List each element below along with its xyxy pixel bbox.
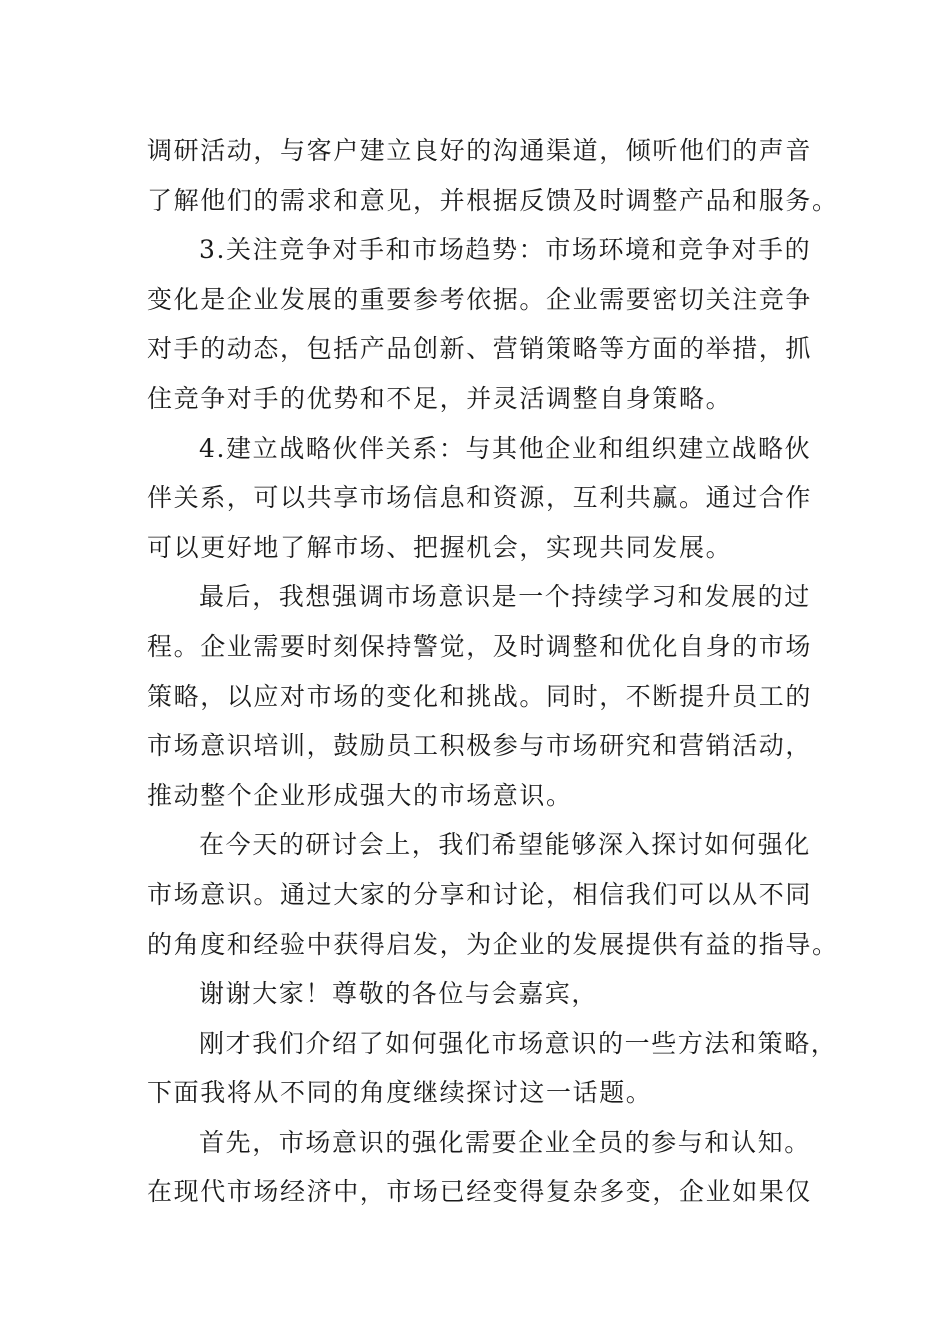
text-line: 下面我将从不同的角度继续探讨这一话题。 (147, 1078, 653, 1108)
text-line: 可以更好地了解市场、把握机会，实现共同发展。 (147, 532, 733, 562)
text-line: 住竞争对手的优势和不足，并灵活调整自身策略。 (147, 383, 733, 413)
text-line: 3.关注竞争对手和市场趋势：市场环境和竞争对手的 (199, 235, 812, 265)
text-line: 了解他们的需求和意见，并根据反馈及时调整产品和服务。 (147, 185, 839, 215)
text-line: 调研活动，与客户建立良好的沟通渠道，倾听他们的声音 (147, 136, 813, 165)
text-line: 程。企业需要时刻保持警觉，及时调整和优化自身的市场 (147, 631, 813, 661)
text-line: 谢谢大家！尊敬的各位与会嘉宾， (199, 979, 599, 1009)
text-line: 市场意识培训，鼓励员工积极参与市场研究和营销活动， (147, 731, 813, 761)
text-line: 策略，以应对市场的变化和挑战。同时，不断提升员工的 (147, 681, 813, 711)
text-line: 4.建立战略伙伴关系：与其他企业和组织建立战略伙 (199, 433, 812, 463)
text-line: 变化是企业发展的重要参考依据。企业需要密切关注竞争 (147, 284, 813, 314)
text-line: 对手的动态，包括产品创新、营销策略等方面的举措，抓 (147, 334, 813, 364)
text-line: 刚才我们介绍了如何强化市场意识的一些方法和策略， (199, 1028, 838, 1058)
text-line: 推动整个企业形成强大的市场意识。 (147, 780, 573, 810)
text-line: 市场意识。通过大家的分享和讨论，相信我们可以从不同 (147, 879, 813, 909)
text-line: 在今天的研讨会上，我们希望能够深入探讨如何强化 (199, 830, 811, 860)
text-line: 在现代市场经济中，市场已经变得复杂多变，企业如果仅 (147, 1177, 813, 1207)
text-line: 首先，市场意识的强化需要企业全员的参与和认知。 (199, 1127, 811, 1157)
text-line: 最后，我想强调市场意识是一个持续学习和发展的过 (199, 582, 811, 612)
document-body (147, 126, 839, 1217)
text-line: 的角度和经验中获得启发，为企业的发展提供有益的指导。 (147, 929, 839, 959)
text-line: 伴关系，可以共享市场信息和资源，互利共赢。通过合作 (147, 483, 813, 513)
